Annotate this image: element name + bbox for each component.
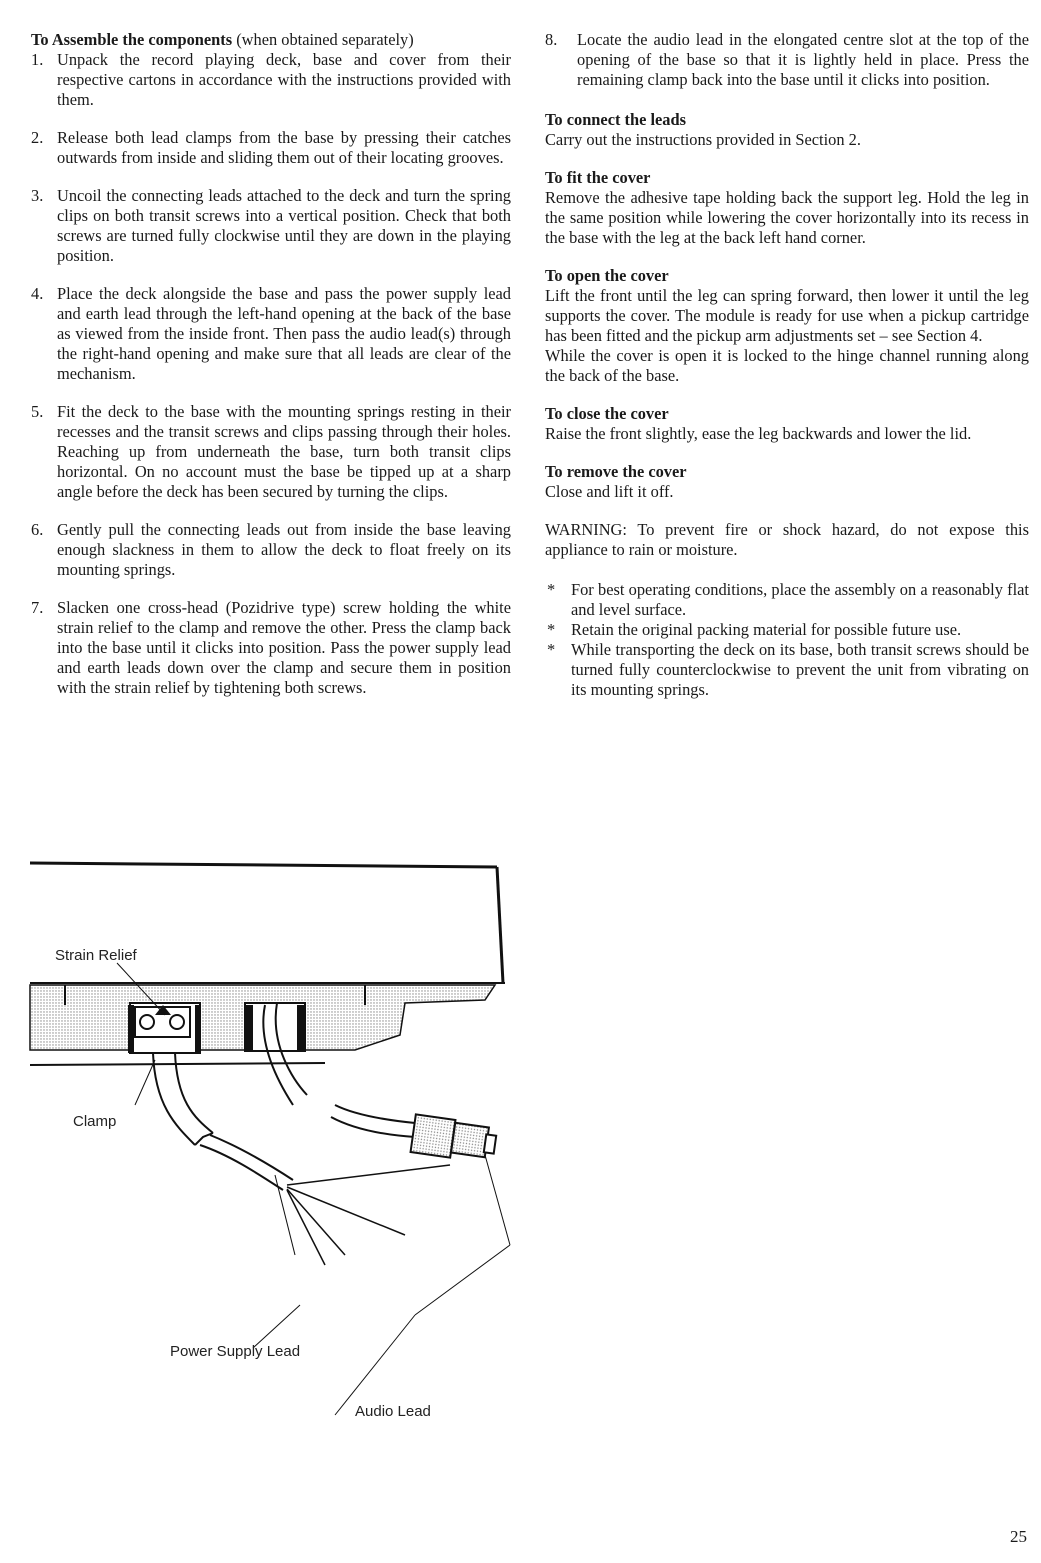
step-text: Locate the audio lead in the elongated centre slot at the top of the opening of the base so that it is lightly held in place. Press the remaining clamp back into the base until it clicks into position. (577, 30, 1029, 89)
section-text: Raise the front slightly, ease the leg backwards and lower the lid. (545, 424, 972, 443)
step-number: 5. (31, 402, 44, 421)
note-item (545, 620, 1029, 640)
section-heading: To connect the leads (545, 110, 686, 129)
bullet-star: * (547, 640, 556, 659)
section-text: Remove the adhesive tape holding back the support leg. Hold the leg in the same position while lowering the cover horizontally into its recess in the base with the leg at the back left hand corner. (545, 188, 1029, 247)
step-text: Uncoil the connecting leads attached to the deck and turn the spring clips on both transit screws into a vertical position. Check that both screws are turned fully clockwise until they are down in the playing position. (57, 186, 511, 265)
step-number: 8. (545, 30, 558, 49)
section-fit-cover (545, 168, 1029, 248)
right-clamp (245, 1003, 307, 1105)
step-number: 1. (31, 50, 44, 69)
section-heading: To fit the cover (545, 168, 651, 187)
step-text: Unpack the record playing deck, base and cover from their respective cartons in accordance with the instructions provided with them. (57, 50, 511, 109)
audio-lead-plug (331, 1105, 496, 1158)
step-number: 7. (31, 598, 44, 617)
section-text: Carry out the instructions provided in Section 2. (545, 130, 861, 149)
strain-relief-label: Strain Relief (55, 947, 137, 964)
left-column (31, 30, 511, 716)
assemble-heading (31, 30, 511, 50)
section-text-2: While the cover is open it is locked to the hinge channel running along the back of the base. (545, 346, 1029, 385)
assemble-step (31, 598, 511, 698)
power-supply-cable (153, 1053, 450, 1265)
note-item (545, 580, 1029, 620)
step-number: 2. (31, 128, 44, 147)
bullet-star: * (547, 580, 556, 599)
step-text: Gently pull the connecting leads out from inside the base leaving enough slackness in them to allow the deck to float freely on its mounting springs. (57, 520, 511, 579)
section-open-cover (545, 266, 1029, 386)
assemble-step (545, 30, 1029, 90)
warning-text: WARNING: To prevent fire or shock hazard, do not expose this appliance to rain or moisture. (545, 520, 1029, 559)
section-text: Lift the front until the leg can spring forward, then lower it until the leg supports the cover. The module is ready for use when a pickup cartridge has been fitted and the pickup arm adjustments set – see Section 4. (545, 286, 1029, 345)
section-connect-leads (545, 110, 1029, 150)
section-text: Close and lift it off. (545, 482, 674, 501)
power-supply-lead-label: Power Supply Lead (170, 1343, 301, 1360)
step-text: Place the deck alongside the base and pass the power supply lead and earth lead through the left-hand opening at the back of the base as viewed from the inside front. Then pass the audio lead(s) through the right-hand opening and make sure that all leads are clear of the mechanism. (57, 284, 511, 383)
note-text: Retain the original packing material for possible future use. (571, 620, 962, 639)
assemble-heading-note: (when obtained separately) (236, 30, 414, 49)
note-item (545, 640, 1029, 700)
step-text: Fit the deck to the base with the mounting springs resting in their recesses and the transit screws and clips passing through their holes. Reaching up from underneath the base, turn both transit clips horizontal. On no account must the base be tipped up at a sharp angle before the deck has been secured by turning the clips. (57, 402, 511, 501)
assembly-figure (25, 855, 525, 1445)
section-heading: To open the cover (545, 266, 669, 285)
assemble-heading-text: To Assemble the components (31, 30, 233, 49)
audio-lead-label: Audio Lead (355, 1403, 431, 1420)
step-text: Slacken one cross-head (Pozidrive type) screw holding the white strain relief to the clamp and remove the other. Press the clamp back into the base until it clicks into position. Pass the power supply lead and earth leads down over the clamp and secure them in position with the strain relief by tightening both screws. (57, 598, 511, 697)
note-text: While transporting the deck on its base, both transit screws should be turned fully counterclockwise to prevent the unit from vibrating on its mounting springs. (571, 640, 1029, 699)
step-number: 3. (31, 186, 44, 205)
clamp-label: Clamp (73, 1113, 117, 1130)
section-heading: To remove the cover (545, 462, 687, 481)
right-column (545, 30, 1029, 700)
section-remove-cover (545, 462, 1029, 502)
note-text: For best operating conditions, place the assembly on a reasonably flat and level surface. (571, 580, 1029, 619)
page-number: 25 (1010, 1527, 1027, 1546)
step-number: 6. (31, 520, 44, 539)
section-close-cover (545, 404, 1029, 444)
base-top-plate (30, 863, 505, 983)
assemble-step (31, 402, 511, 502)
step-text: Release both lead clamps from the base by pressing their catches outwards from inside and sliding them out of their locating grooves. (57, 128, 511, 167)
assemble-step (31, 50, 511, 110)
step-number: 4. (31, 284, 44, 303)
section-heading: To close the cover (545, 404, 669, 423)
base-bottom-edge (30, 1063, 325, 1065)
bullet-star: * (547, 620, 556, 639)
assemble-step (31, 186, 511, 266)
assemble-step (31, 284, 511, 384)
assemble-step (31, 520, 511, 580)
left-clamp (128, 1003, 201, 1053)
assemble-step (31, 128, 511, 168)
